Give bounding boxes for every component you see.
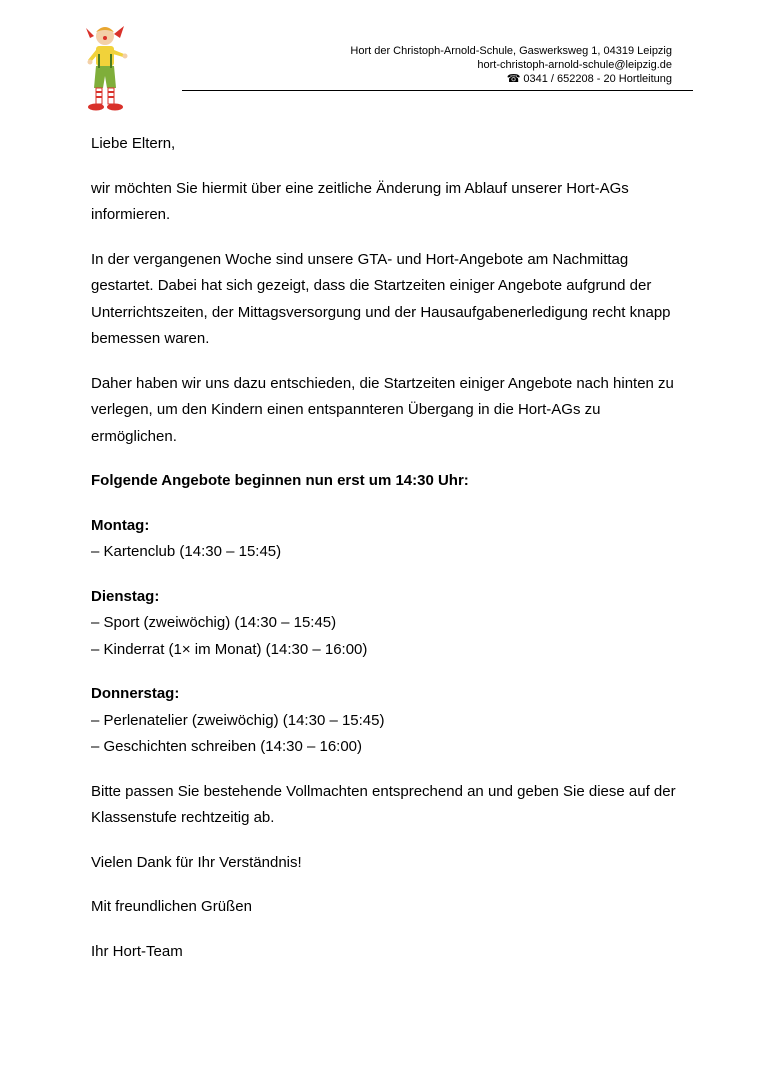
- day-title: Donnerstag:: [91, 685, 180, 702]
- header-phone-line: [350, 72, 672, 86]
- offers-heading: Folgende Angebote beginnen nun erst um 14:30 Uhr:: [91, 472, 469, 489]
- telephone-icon: ☎: [506, 73, 521, 85]
- salutation: Liebe Eltern,: [91, 135, 176, 152]
- clown-logo: [84, 24, 132, 114]
- day-monday: [91, 513, 681, 566]
- thanks: Vielen Dank für Ihr Verständnis!: [91, 853, 302, 871]
- offer-item: – Sport (zweiwöchig) (14:30 – 15:45): [91, 614, 337, 631]
- letter-body: [91, 131, 681, 983]
- offer-item: – Kartenclub (14:30 – 15:45): [91, 543, 282, 560]
- letterhead: [350, 44, 672, 86]
- offer-item: – Geschichten schreiben (14:30 – 16:00): [91, 738, 363, 755]
- header-divider: [182, 90, 693, 91]
- header-address: Hort der Christoph-Arnold-Schule, Gaswerksweg 1, 04319 Leipzig: [350, 45, 672, 57]
- signature: Ihr Hort-Team: [91, 942, 183, 960]
- day-title: Montag:: [91, 516, 150, 534]
- day-thursday: [91, 681, 681, 761]
- clown-logo-icon: [84, 24, 132, 114]
- paragraph-intro: wir möchten Sie hiermit über eine zeitliche Änderung im Ablauf unserer Hort-AGs informieren.: [91, 179, 629, 223]
- day-title: Dienstag:: [91, 587, 160, 605]
- day-tuesday: [91, 584, 681, 664]
- paragraph-authorization: Bitte passen Sie bestehende Vollmachten entsprechend an und geben Sie diese auf der Klassenstufe rechtzeitig ab.: [91, 782, 676, 826]
- header-email: hort-christoph-arnold-schule@leipzig.de: [477, 59, 672, 71]
- paragraph-context: In der vergangenen Woche sind unsere GTA- und Hort-Angebote am Nachmittag gestartet. Dabei hat sich gezeigt, dass die Startzeiten einiger Angebote aufgrund der Unterrichtszeiten, der Mittagsversorgung und der Hausaufgabenerledigung recht knapp bemessen waren.: [91, 250, 671, 347]
- offer-item: – Kinderrat (1× im Monat) (14:30 – 16:00): [91, 640, 368, 658]
- closing: Mit freundlichen Grüßen: [91, 898, 252, 915]
- offer-item: – Perlenatelier (zweiwöchig) (14:30 – 15:45): [91, 711, 385, 729]
- paragraph-decision: Daher haben wir uns dazu entschieden, die Startzeiten einiger Angebote nach hinten zu verlegen, um den Kindern einen entspannteren Übergang in die Hort-AGs zu ermöglichen.: [91, 374, 674, 445]
- header-phone: 0341 / 652208 - 20 Hortleitung: [523, 73, 672, 85]
